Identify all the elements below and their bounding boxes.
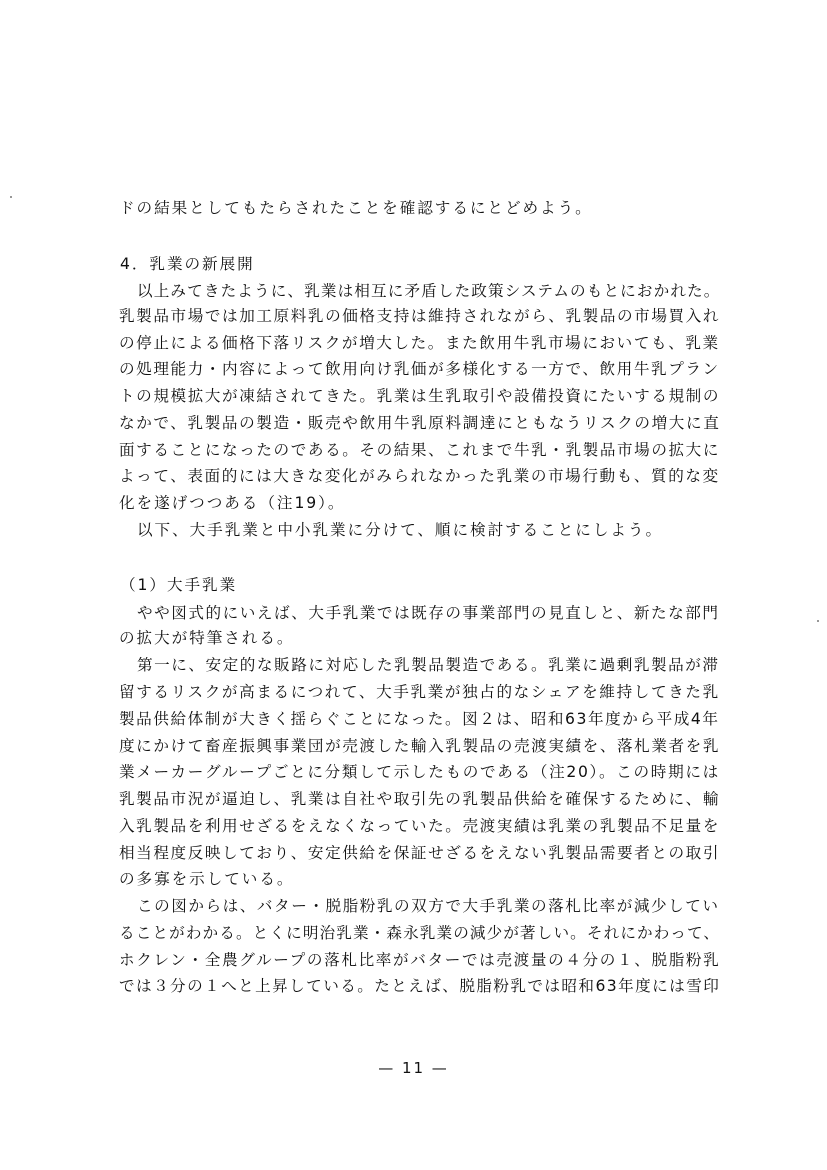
text-line-27: ホクレン・全農グループの落札比率がバターでは売渡量の４分の１、脱脂粉乳 [119, 951, 721, 969]
scan-speck [10, 196, 12, 198]
text-line-28: では３分の１へと上昇している。たとえば、脱脂粉乳では昭和63年度には雪印 [119, 977, 721, 995]
text-line-16: 第一に、安定的な販路に対応した乳製品製造である。乳業に過剰乳製品が滞 [137, 656, 720, 674]
text-line-19: 度にかけて畜産振興事業団が売渡した輸入乳製品の売渡実績を、落札業者を乳 [119, 737, 721, 755]
text-line-1: ドの結果としてもたらされたことを確認するにとどめよう。 [119, 199, 593, 217]
text-line-7: トの規模拡大が凍結されてきた。乳業は生乳取引や設備投資にたいする規制の [119, 387, 721, 405]
page-number: — 11 — [378, 1059, 449, 1077]
text-line-24: の多寡を示している。 [119, 870, 295, 888]
text-line-26: ることがわかる。とくに明治乳業・森永乳業の減少が著しい。それにかわって、 [119, 924, 721, 942]
text-line-3: 以上みてきたように、乳業は相互に矛盾した政策システムのもとにおかれた。 [137, 282, 721, 300]
text-line-5: の停止による価格下落リスクが増大した。また飲用牛乳市場においても、乳業 [119, 334, 720, 352]
text-line-22: 入乳製品を利用せざるをえなくなっていた。売渡実績は乳業の乳製品不足量を [119, 817, 721, 835]
text-line-8: なかで、乳製品の製造・販売や飲用牛乳原料調達にともなうリスクの増大に直 [119, 414, 721, 432]
text-line-10: よって、表面的には大きな変化がみられなかった乳業の市場行動も、質的な変 [119, 467, 720, 485]
scan-speck [817, 620, 819, 622]
text-line-12: 以下、大手乳業と中小乳業に分けて、順に検討することにしよう。 [137, 521, 664, 539]
text-line-4: 乳製品市場では加工原料乳の価格支持は維持されながら、乳製品の市場買入れ [119, 307, 721, 325]
text-line-17: 留するリスクが高まるにつれて、大手乳業が独占的なシェアを維持してきた乳 [119, 683, 720, 701]
text-line-21: 乳製品市況が逼迫し、乳業は自社や取引先の乳製品供給を確保するために、輸 [119, 790, 721, 808]
text-line-15: の拡大が特筆される。 [119, 629, 295, 647]
text-line-23: 相当程度反映しており、安定供給を保証せざるをえない乳製品需要者との取引 [119, 844, 721, 862]
text-line-11: 化を遂げつつある（注19）。 [119, 494, 346, 512]
text-line-9: 面することになったのである。その結果、これまで牛乳・乳製品市場の拡大に [119, 441, 721, 459]
text-line-20: 業メーカーグループごとに分類して示したものである（注20）。この時期には [119, 763, 720, 781]
text-line-14: やや図式的にいえば、大手乳業では既存の事業部門の見直しと、新たな部門 [137, 604, 720, 622]
text-line-25: この図からは、バター・脱脂粉乳の双方で大手乳業の落札比率が減少してい [137, 897, 720, 915]
subsection-heading: （1）大手乳業 [120, 576, 238, 594]
text-line-18: 製品供給体制が大きく揺らぐことになった。図２は、昭和63年度から平成4年 [119, 710, 720, 728]
section-heading: 4．乳業の新展開 [120, 255, 255, 273]
text-line-6: の処理能力・内容によって飲用向け乳価が多様化する一方で、飲用牛乳プラン [119, 360, 720, 378]
